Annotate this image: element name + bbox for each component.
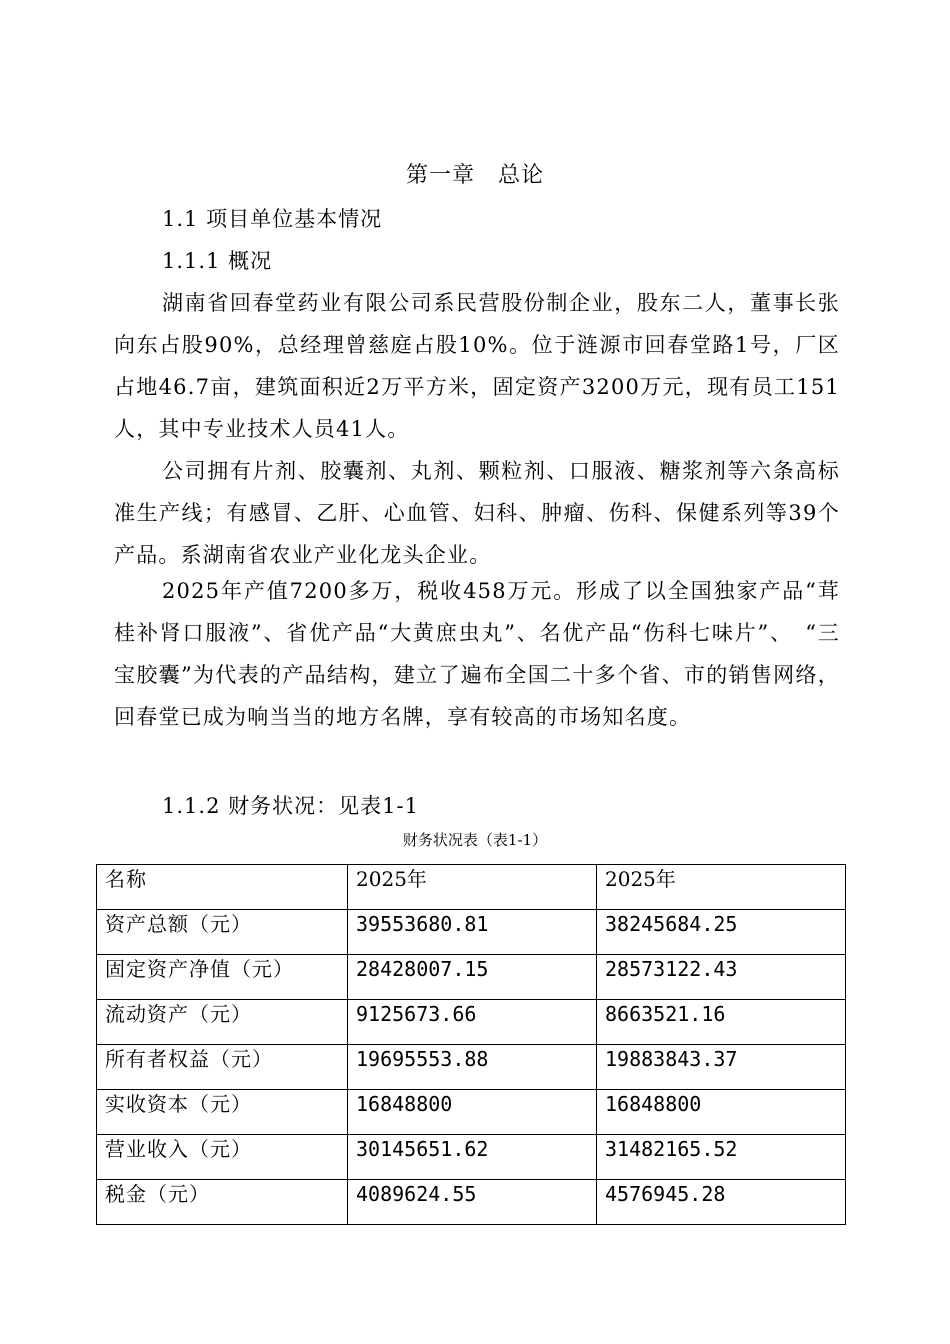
row-label: 流动资产（元） xyxy=(97,1000,348,1045)
row-label: 税金（元） xyxy=(97,1180,348,1225)
row-value-year-1: 19695553.88 xyxy=(348,1045,597,1090)
row-value-year-2: 28573122.43 xyxy=(597,955,846,1000)
table-row xyxy=(97,1045,846,1090)
row-label: 资产总额（元） xyxy=(97,910,348,955)
row-value-year-1: 4089624.55 xyxy=(348,1180,597,1225)
section-heading-1-1: 1.1 项目单位基本情况 xyxy=(162,207,383,231)
table-row xyxy=(97,1135,846,1180)
table-caption: 财务状况表（表1-1） xyxy=(402,831,548,849)
paragraph-products: 公司拥有片剂、胶囊剂、丸剂、颗粒剂、口服液、糖浆剂等六条高标准生产线；有感冒、乙肝、心血管、妇科、肿瘤、伤科、保健系列等39个产品。系湖南省农业产业化龙头企业。 xyxy=(114,459,840,567)
section-heading-1-1-1: 1.1.1 概况 xyxy=(162,249,273,273)
row-label: 所有者权益（元） xyxy=(97,1045,348,1090)
header-cell-name: 名称 xyxy=(97,865,348,910)
row-value-year-1: 30145651.62 xyxy=(348,1135,597,1180)
section-heading-1-1-2: 1.1.2 财务状况：见表1-1 xyxy=(162,794,419,818)
row-label: 实收资本（元） xyxy=(97,1090,348,1135)
row-value-year-1: 39553680.81 xyxy=(348,910,597,955)
chapter-title: 第一章 总论 xyxy=(405,163,544,188)
table-row xyxy=(97,955,846,1000)
row-value-year-2: 16848800 xyxy=(597,1090,846,1135)
table-row xyxy=(97,1000,846,1045)
table-header-row xyxy=(97,865,846,910)
header-cell-year-2: 2025年 xyxy=(597,865,846,910)
row-label: 营业收入（元） xyxy=(97,1135,348,1180)
row-value-year-1: 9125673.66 xyxy=(348,1000,597,1045)
row-value-year-2: 4576945.28 xyxy=(597,1180,846,1225)
header-cell-year-1: 2025年 xyxy=(348,865,597,910)
row-value-year-1: 28428007.15 xyxy=(348,955,597,1000)
row-value-year-2: 8663521.16 xyxy=(597,1000,846,1045)
row-value-year-2: 31482165.52 xyxy=(597,1135,846,1180)
table-row xyxy=(97,1090,846,1135)
financial-table xyxy=(96,864,846,1225)
row-value-year-2: 19883843.37 xyxy=(597,1045,846,1090)
row-value-year-2: 38245684.25 xyxy=(597,910,846,955)
row-label: 固定资产净值（元） xyxy=(97,955,348,1000)
paragraph-overview: 湖南省回春堂药业有限公司系民营股份制企业，股东二人，董事长张向东占股90%，总经理曾慈庭占股10%。位于涟源市回春堂路1号，厂区占地46.7亩，建筑面积近2万平方米，固定资产3200万元，现有员工151人，其中专业技术人员41人。 xyxy=(114,291,840,441)
paragraph-performance: 2025年产值7200多万，税收458万元。形成了以全国独家产品“茸桂补肾口服液”、省优产品“大黄庶虫丸”、名优产品“伤科七味片”、 “三宝胶囊”为代表的产品结构，建立了遍布全国二十多个省、市的销售网络，回春堂已成为响当当的地方名牌，享有较高的市场知名度。 xyxy=(114,579,840,729)
table-row xyxy=(97,1180,846,1225)
table-row xyxy=(97,910,846,955)
row-value-year-1: 16848800 xyxy=(348,1090,597,1135)
